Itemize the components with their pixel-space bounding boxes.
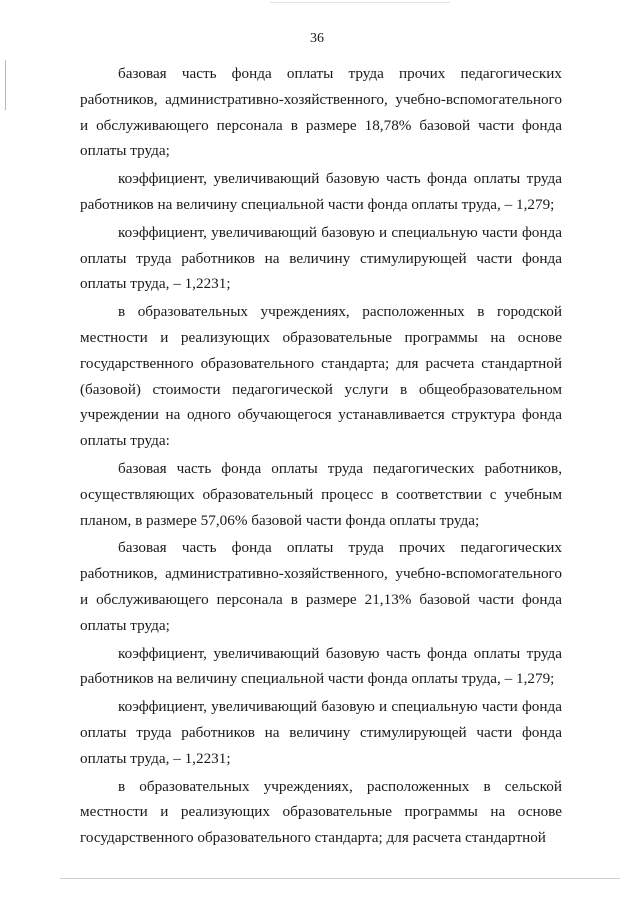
paragraph-5: базовая часть фонда оплаты труда педагогических работников, осуществляющих образовательный процесс в соответствии с учебным планом, в размере 57,06% базовой части фонда оплаты труда;	[80, 459, 562, 529]
scan-bottom-edge	[60, 878, 620, 879]
paragraph-8: коэффициент, увеличивающий базовую и специальную части фонда оплаты труда работников на величину стимулирующей части фонда оплаты труда, – 1,2231;	[80, 698, 562, 767]
paragraph-1: базовая часть фонда оплаты труда прочих педагогических работников, административно-хозяйственного, учебно-вспомогательного и обслуживающего персонала в размере 18,78% базовой части фонда оплаты труда;	[80, 65, 562, 160]
page-number: 36	[310, 31, 324, 46]
paragraph-9: в образовательных учреждениях, расположенных в сельской местности и реализующих образовательные программы на основе государственного образовательного стандарта; для расчета стандартной	[80, 777, 562, 847]
paragraph-4: в образовательных учреждениях, расположенных в городской местности и реализующих образовательные программы на основе государственного образовательного стандарта; для расчета стандартной (базовой) стоимости педагогической услуги в общеобразовательном учреждении на одного обучающегося устанавливается структура фонда оплаты труда:	[80, 303, 562, 450]
scan-top-edge	[270, 2, 450, 3]
paragraph-3: коэффициент, увеличивающий базовую и специальную части фонда оплаты труда работников на величину стимулирующей части фонда оплаты труда, – 1,2231;	[80, 223, 562, 293]
document-body	[80, 61, 562, 853]
scan-left-edge-mark	[5, 60, 6, 110]
paragraph-7: коэффициент, увеличивающий базовую часть фонда оплаты труда работников на величину специальной части фонда оплаты труда, – 1,279;	[80, 644, 562, 688]
paragraph-6: базовая часть фонда оплаты труда прочих педагогических работников, административно-хозяйственного, учебно-вспомогательного и обслуживающего персонала в размере 21,13% базовой части фонда оплаты труда;	[80, 539, 562, 634]
paragraph-2: коэффициент, увеличивающий базовую часть фонда оплаты труда работников на величину специальной части фонда оплаты труда, – 1,279;	[80, 170, 562, 213]
